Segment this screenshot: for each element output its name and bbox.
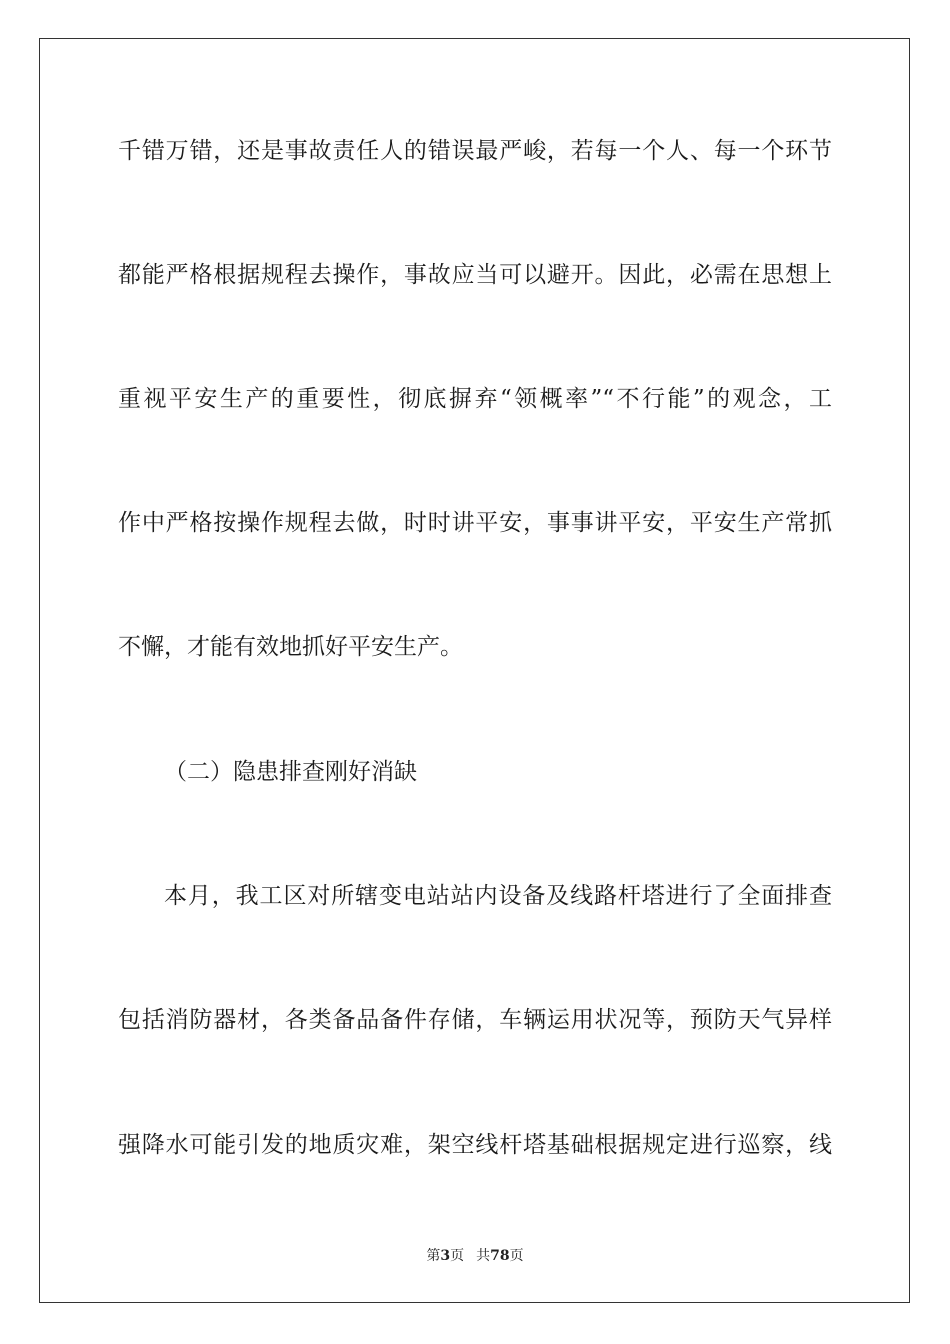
body-line-6: 本月，我工区对所辖变电站站内设备及线路杆塔进行了全面排查 (164, 883, 832, 909)
body-line-2: 都能严格根据规程去操作，事故应当可以避开。因此，必需在思想上 (118, 262, 832, 288)
body-line-1: 千错万错，还是事故责任人的错误最严峻，若每一个人、每一个环节 (118, 138, 832, 164)
page-footer (0, 1246, 950, 1266)
section-heading: （二）隐患排查刚好消缺 (164, 759, 417, 785)
total-pages: 78 (490, 1248, 510, 1264)
body-line-3: 重视平安生产的重要性，彻底摒弃“领概率”“不行能”的观念，工 (118, 386, 832, 412)
body-line-5: 不懈，才能有效地抓好平安生产。 (118, 634, 463, 660)
page-suffix: 页 (450, 1248, 465, 1264)
page-border (39, 38, 910, 1303)
page-prefix: 第 (426, 1248, 441, 1264)
body-line-4: 作中严格按操作规程去做，时时讲平安，事事讲平安，平安生产常抓 (118, 510, 832, 536)
body-line-7: 包括消防器材，各类备品备件存储，车辆运用状况等，预防天气异样 (118, 1007, 832, 1033)
total-suffix: 页 (509, 1248, 524, 1264)
page-current: 3 (440, 1248, 451, 1264)
body-line-8: 强降水可能引发的地质灾难，架空线杆塔基础根据规定进行巡察，线 (118, 1132, 832, 1158)
total-prefix: 共 (476, 1248, 491, 1264)
